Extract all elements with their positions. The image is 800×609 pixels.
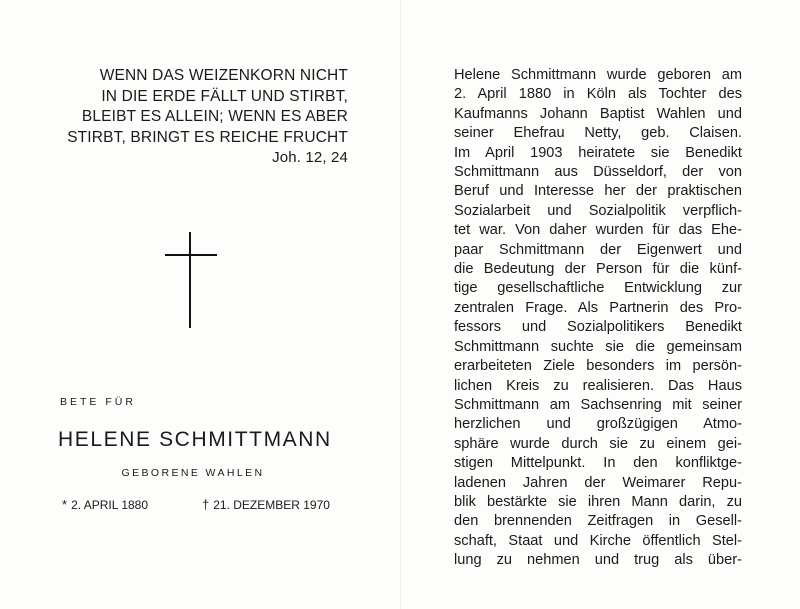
biography-line: die Bedeutung der Person für die künf- [454,261,742,278]
biography-line: tet war. Von daher wurden für das Ehe- [454,222,742,239]
deceased-name: HELENE SCHMITTMANN [58,428,332,451]
cross-horizontal-bar [165,254,217,256]
biography-line: erarbeiteten Ziele besonders im persön- [454,358,742,375]
biography-line: seiner Ehefrau Netty, geb. Claisen. [454,125,742,142]
biography-line: lung zu nehmen und trug als über- [454,552,742,569]
biography-line: den brennenden Zeitfragen in Gesell- [454,513,742,530]
biography-line: blik bestärkte sie ihren Mann darin, zu [454,493,742,510]
biography-line: zentralen Frage. Als Partnerin des Pro- [454,299,742,316]
biography-line: schaft, Staat und Kirche öffentlich Stel- [454,532,742,549]
birth-date [62,497,148,512]
death-dagger-icon: † [202,497,210,512]
birth-star-icon: * [62,497,68,512]
biography-line: fessors und Sozialpolitikers Benedikt [454,319,742,336]
death-date [202,497,330,512]
biography-line: 2. April 1880 in Köln als Tochter des [454,86,742,103]
birth-date-text: 2. APRIL 1880 [71,498,149,512]
verse-reference: Joh. 12, 24 [272,149,348,166]
biography-line: sphäre wurde durch sie zu einem gei- [454,435,742,452]
biography-line: lichen Kreis zu realisieren. Das Haus [454,377,742,394]
biography-line: Sozialarbeit und Sozialpolitik verpflich- [454,202,742,219]
verse-line: STIRBT, BRINGT ES REICHE FRUCHT [67,128,348,146]
verse-line: BLEIBT ES ALLEIN; WENN ES ABER [81,108,348,125]
biography-line: Beruf und Interesse her der praktischen [454,183,742,200]
biography-line: Schmittmann suchte sie die gemeinsam [454,338,742,355]
biography [454,66,742,571]
cross-icon [165,232,217,328]
bible-verse [58,66,348,169]
verse-line: IN DIE ERDE FÄLLT UND STIRBT, [101,87,348,105]
prayer-label: BETE FÜR [60,396,136,408]
biography-line: tige gesellschaftliche Entwicklung zur [454,280,742,297]
biography-line: herzlichen und großzügigen Atmo- [454,416,742,433]
biography-line: Kaufmanns Johann Baptist Wahlen und [454,105,742,122]
biography-line: Schmittmann aus Düsseldorf, der von [454,164,742,181]
biography-line: paar Schmittmann der Eigenwert und [454,241,742,258]
biography-line: stigen Mittelpunkt. In den konfliktge- [454,455,742,472]
biography-line: Schmittmann am Sachsenring mit seiner [454,396,742,413]
verse-line: WENN DAS WEIZENKORN NICHT [99,67,348,84]
birth-name: GEBORENE WAHLEN [121,467,265,479]
death-date-text: 21. DEZEMBER 1970 [213,498,330,512]
biography-line: Helene Schmittmann wurde geboren am [454,67,742,83]
biography-line: ladenen Jahren der Weimarer Repu- [454,474,742,491]
biography-line: Im April 1903 heiratete sie Benedikt [454,144,742,161]
fold-line [400,0,401,609]
cross-vertical-bar [189,232,191,328]
